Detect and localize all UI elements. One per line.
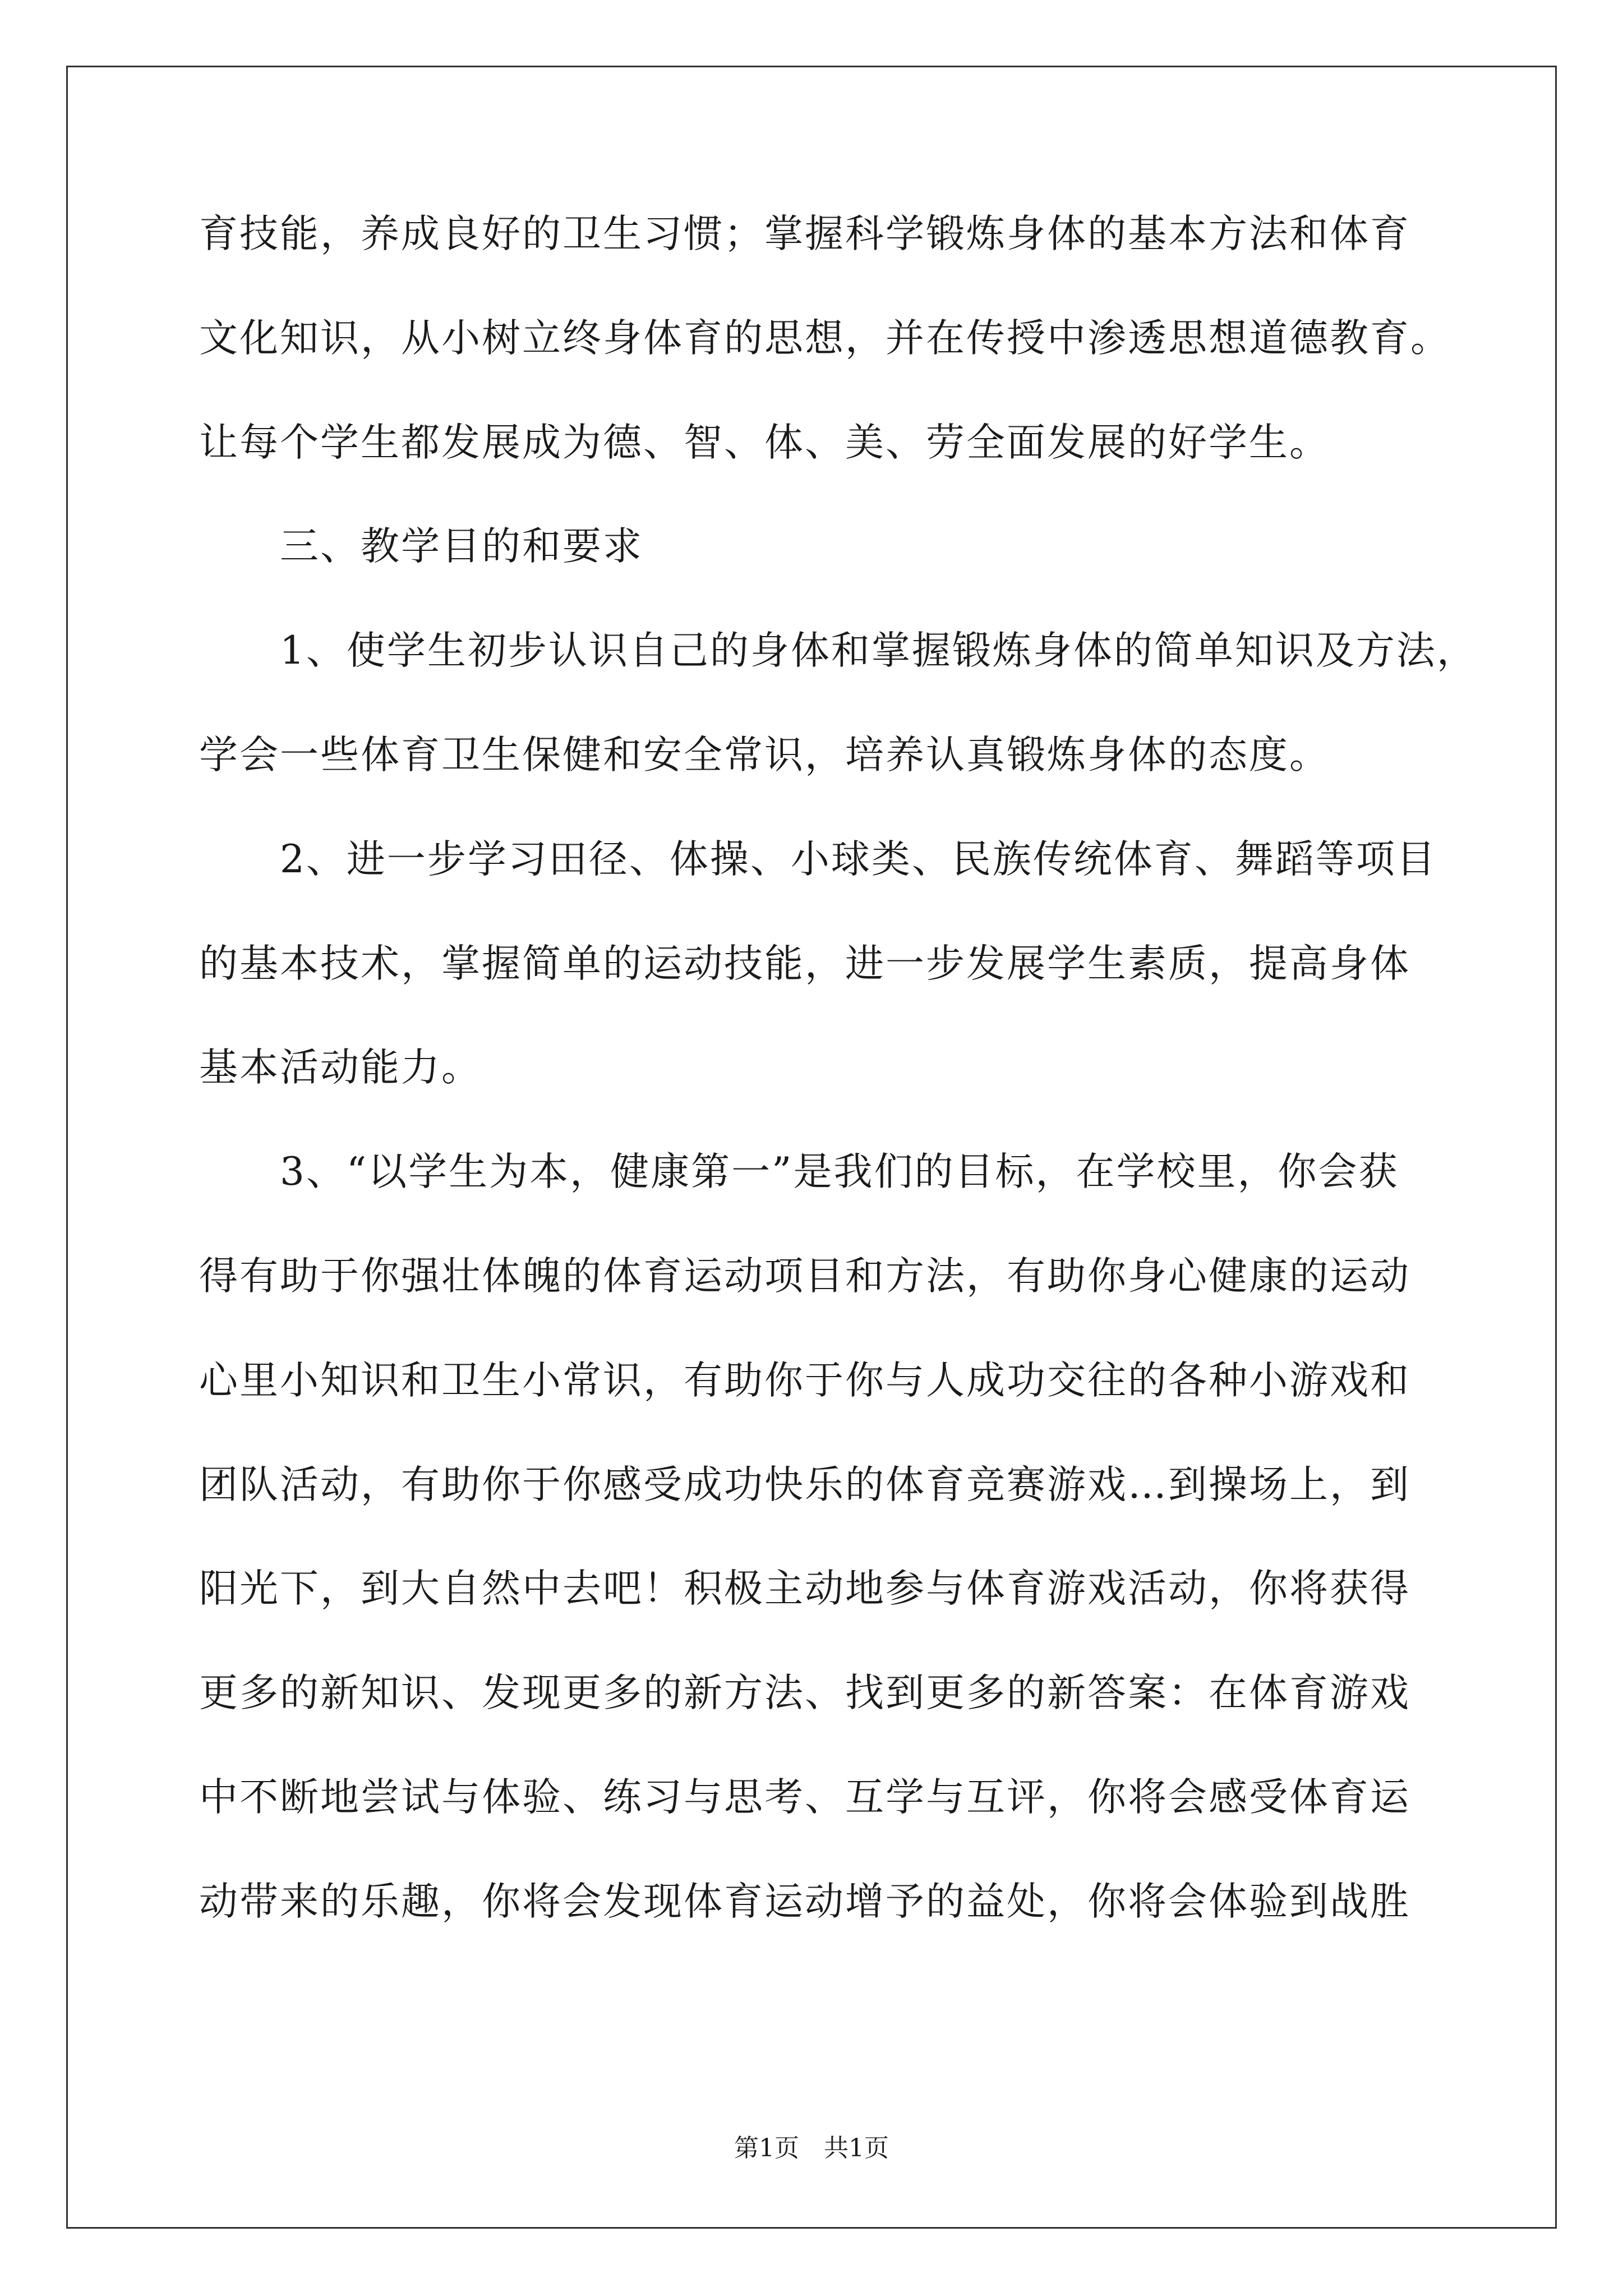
text-line: 2、进一步学习田径、体操、小球类、民族传统体育、舞蹈等项目	[199, 836, 1437, 882]
text-line: 3、“以学生为本，健康第一”是我们的目标，在学校里，你会获	[199, 1149, 1399, 1195]
text-line: 更多的新知识、发现更多的新方法、找到更多的新答案：在体育游戏	[199, 1671, 1410, 1716]
page-footer: 第1页 共1页	[734, 2134, 889, 2162]
text-line: 阳光下，到大自然中去吧！积极主动地参与体育游戏活动，你将获得	[199, 1566, 1410, 1612]
text-line: 让每个学生都发展成为德、智、体、美、劳全面发展的好学生。	[199, 420, 1330, 465]
text-line: 中不断地尝试与体验、练习与思考、互学与互评，你将会感受体育运	[199, 1774, 1410, 1820]
text-line: 学会一些体育卫生保健和安全常识，培养认真锻炼身体的态度。	[199, 732, 1330, 777]
text-line: 动带来的乐趣，你将会发现体育运动增予的益处，你将会体验到战胜	[199, 1879, 1410, 1924]
text-line: 团队活动，有助你于你感受成功快乐的体育竞赛游戏…到操场上，到	[199, 1462, 1410, 1507]
text-line: 文化知识，从小树立终身体育的思想，并在传授中渗透思想道德教育。	[199, 315, 1451, 361]
document-body	[199, 208, 1477, 1980]
text-line: 心里小知识和卫生小常识，有助你于你与人成功交往的各种小游戏和	[199, 1358, 1410, 1403]
section-heading: 三、教学目的和要求	[199, 524, 643, 569]
text-line: 基本活动能力。	[199, 1045, 482, 1091]
text-line: 的基本技术，掌握简单的运动技能，进一步发展学生素质，提高身体	[199, 941, 1410, 986]
text-line: 育技能，养成良好的卫生习惯；掌握科学锻炼身体的基本方法和体育	[199, 211, 1410, 256]
text-line: 1、使学生初步认识自己的身体和掌握锻炼身体的简单知识及方法，	[199, 628, 1477, 674]
text-line: 得有助于你强壮体魄的体育运动项目和方法，有助你身心健康的运动	[199, 1253, 1410, 1299]
